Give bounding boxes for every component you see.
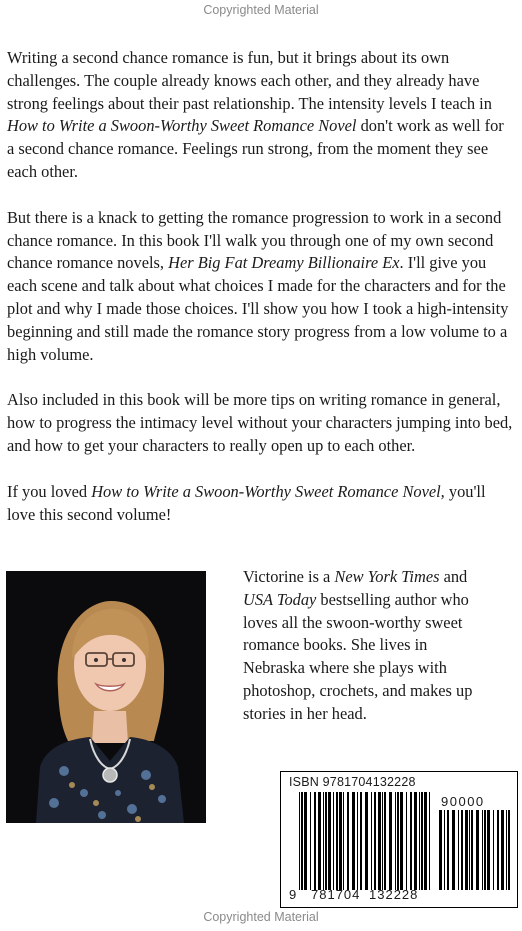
blurb-paragraph-3: Also included in this book will be more tips on writing romance in general, how to progress the intimacy level without your characters jumping into bed, and how to get your characters to really open up to each other.: [7, 390, 513, 455]
barcode-bar: [501, 810, 504, 890]
barcode-bar: [484, 810, 486, 890]
barcode-bar: [357, 792, 358, 890]
barcode-bar: [333, 792, 334, 890]
barcode-bar: [444, 810, 445, 890]
bio-nyt: New York Times: [334, 567, 440, 586]
barcode-bar: [461, 810, 463, 890]
barcode-bar: [336, 792, 338, 890]
barcode-bar: [452, 810, 455, 890]
blurb-paragraph-2: [7, 207, 515, 367]
ean-digits-right: 132228: [369, 887, 419, 902]
barcode-bar: [465, 810, 468, 890]
barcode-bar: [410, 792, 412, 890]
blurb-p1-text-end: don't work as well for a second chance romance. Feelings run strong, from the moment they see each other.: [7, 116, 504, 181]
blurb-p1-text: Writing a second chance romance is fun, but it brings about its own challenges. The couple already knows each other, and they already have strong feelings about their past relationship. The intensity levels I teach in: [7, 48, 492, 113]
barcode-bar: [476, 810, 479, 890]
barcode-bar: [421, 792, 423, 890]
barcode-bar: [400, 792, 403, 890]
barcode-bar: [447, 810, 449, 890]
barcode-bar: [352, 792, 355, 890]
ean-first-digit: 9: [289, 887, 298, 902]
barcode-bar: [389, 792, 392, 890]
bio-usa-today: USA Today: [243, 589, 317, 609]
barcode-bar: [424, 792, 427, 890]
barcode-bar: [419, 792, 420, 890]
barcode-bar: [310, 792, 311, 890]
barcode-bar: [508, 810, 510, 890]
barcode-bar: [406, 792, 407, 890]
barcode-bar: [429, 792, 430, 890]
blurb-p2-text-end: . I'll give you each scene and talk about what choices I made for the characters and for the plot and why I made those choices. I'll show you how I took a high-intensity beginning and still made the romance story progress from a low volume to a high volume.: [7, 253, 509, 364]
watermark-top: Copyrighted Material: [203, 3, 319, 17]
barcode-bar: [339, 792, 342, 890]
author-portrait-illustration: [6, 571, 206, 823]
barcode-bar: [397, 792, 399, 890]
barcode-bar: [347, 792, 349, 890]
barcode-bar: [299, 792, 300, 890]
bio-text-and: and: [439, 567, 468, 586]
barcode-bar: [493, 810, 494, 890]
barcode-bar: [471, 810, 473, 890]
barcode-bar: [323, 792, 324, 890]
barcode-bar: [360, 792, 362, 890]
barcode-bar: [365, 792, 368, 890]
barcode-bar: [301, 792, 303, 890]
bio-text-end: bestselling author who loves all the swoon-worthy sweet romance books. She lives in Nebraska where she plays with photoshop, crochets, and makes up stories in her head.: [243, 589, 473, 723]
barcode-bar: [458, 810, 459, 890]
blurb-p2-text: But there is a knack to getting the romance progression to work in a second chance romance. In this book I'll walk you through one of my own second chance romance novels,: [7, 207, 502, 273]
author-photo: [6, 571, 206, 823]
bio-text: Victorine is a: [243, 567, 335, 586]
author-bio: [243, 566, 483, 726]
book-title-ref: How to Write a Swoon-Worthy Sweet Romance Novel: [7, 116, 357, 136]
barcode-bar: [371, 792, 372, 890]
barcode-bar: [497, 810, 499, 890]
barcode-bar: [469, 810, 470, 890]
novel-title-ref: Her Big Fat Dreamy Billionaire Ex: [168, 253, 400, 273]
barcode-bar: [487, 810, 490, 890]
isbn-label: ISBN 9781704132228: [289, 775, 416, 789]
blurb-paragraph-4: [7, 481, 515, 527]
blurb-p4-text: If you loved: [7, 481, 92, 501]
barcode-bar: [343, 792, 344, 890]
barcode-bar: [414, 792, 417, 890]
book-title-ref-2: How to Write a Swoon-Worthy Sweet Romance Novel,: [91, 481, 445, 501]
barcode-bar: [439, 810, 442, 890]
ean-digits-left: 781704: [311, 887, 361, 902]
isbn-barcode: [280, 771, 518, 908]
barcode-bar: [304, 792, 307, 890]
barcode-bar: [384, 792, 386, 890]
barcode-bar: [395, 792, 396, 890]
barcode-addon-number: 90000: [441, 794, 485, 809]
barcode-bar: [482, 810, 483, 890]
barcode-bar: [378, 792, 381, 890]
blurb-p4-text-end: you'll love this second volume!: [7, 481, 486, 524]
barcode-bar: [318, 792, 321, 890]
barcode-bar: [314, 792, 316, 890]
barcode-bar: [325, 792, 327, 890]
barcode-bar: [506, 810, 507, 890]
blurb-paragraph-1: [7, 47, 515, 184]
watermark-bottom: Copyrighted Material: [203, 910, 319, 924]
barcode-bar: [328, 792, 331, 890]
blurb: [7, 47, 515, 549]
barcode-bar: [382, 792, 383, 890]
barcode-bar: [374, 792, 376, 890]
